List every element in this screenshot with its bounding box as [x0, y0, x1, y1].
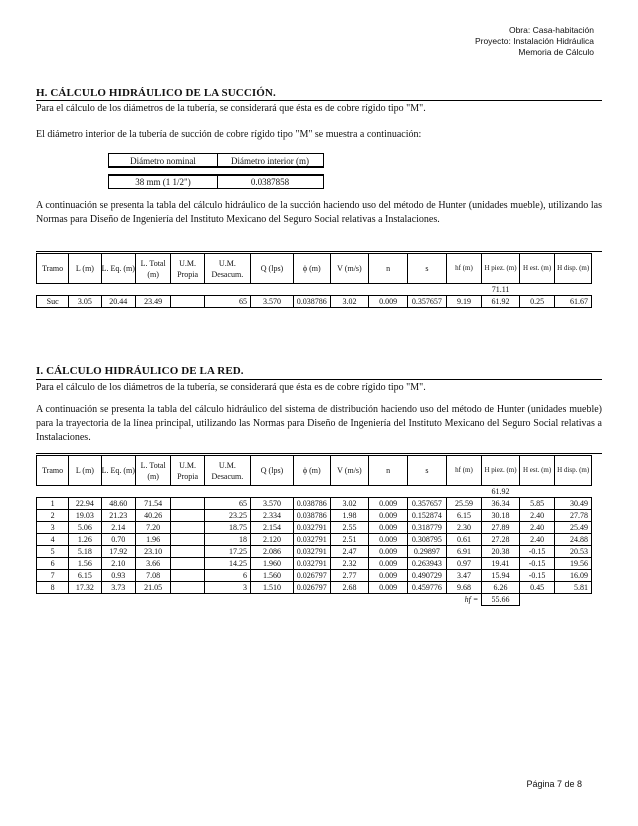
table-cell: 4 [37, 534, 69, 546]
section-i-paragraph-1: Para el cálculo de los diámetros de la tubería, se considerará que ésta es de cobre rígido tipo "M". [36, 382, 426, 393]
table-cell: 61.67 [555, 296, 592, 308]
table-cell: 71.54 [135, 498, 170, 510]
column-header: H est. (m) [519, 254, 554, 284]
table-cell: 5.18 [69, 546, 101, 558]
table-cell: 27.89 [482, 522, 520, 534]
section-i-title: I. CÁLCULO HIDRÁULICO DE LA RED. [36, 365, 244, 377]
table-cell: 6.91 [446, 546, 481, 558]
table-cell [171, 522, 204, 534]
table-cell: 19.56 [555, 558, 592, 570]
initial-piezometric-value: 61.92 [491, 487, 510, 496]
table-cell: 18.75 [204, 522, 250, 534]
column-header: H est. (m) [519, 456, 554, 486]
column-header: H piez. (m) [482, 254, 520, 284]
table-cell: 30.18 [482, 510, 520, 522]
table-cell: -0.15 [519, 558, 554, 570]
table-cell: 5.06 [69, 522, 101, 534]
table-cell: 7.08 [135, 570, 170, 582]
table-cell: 0.032791 [294, 534, 331, 546]
table-cell: 0.263943 [408, 558, 447, 570]
pipe-value-interior: 0.0387858 [217, 174, 324, 189]
table-cell: 2.334 [251, 510, 294, 522]
network-hydraulic-table [36, 455, 592, 606]
table-cell: 0.318779 [408, 522, 447, 534]
table-cell: 0.29897 [408, 546, 447, 558]
table-cell: 0.009 [369, 534, 408, 546]
header-line: Obra: Casa-habitación [508, 25, 594, 35]
pipe-header-interior: Diámetro interior (m) [217, 153, 324, 168]
table-cell: 2.120 [251, 534, 294, 546]
column-header: hf (m) [446, 254, 481, 284]
table-cell: 27.28 [482, 534, 520, 546]
table-cell: 3.02 [330, 296, 369, 308]
table-cell: 6 [37, 558, 69, 570]
table-row [37, 498, 592, 510]
table-cell: 17.32 [69, 582, 101, 594]
column-header: n [369, 254, 408, 284]
table-cell: 21.23 [101, 510, 135, 522]
table-cell: 0.032791 [294, 522, 331, 534]
table-cell: 1.510 [251, 582, 294, 594]
table-cell: 2 [37, 510, 69, 522]
table-cell [171, 582, 204, 594]
table-cell: 2.68 [330, 582, 369, 594]
table-cell: 0.009 [369, 510, 408, 522]
table-cell: 0.009 [369, 522, 408, 534]
table-cell: 22.94 [69, 498, 101, 510]
table-cell: 2.40 [519, 522, 554, 534]
table-cell: 27.78 [555, 510, 592, 522]
column-header: s [408, 254, 447, 284]
table-row [37, 546, 592, 558]
column-header: U.M. Desacum. [204, 456, 250, 486]
table-cell: 3.73 [101, 582, 135, 594]
table-cell: 1.56 [69, 558, 101, 570]
header-line: Proyecto: Instalación Hidráulica [474, 36, 594, 46]
table-cell [171, 510, 204, 522]
column-header: V (m/s) [330, 456, 369, 486]
headloss-sum-value: 55.66 [482, 594, 520, 606]
table-cell: 3 [204, 582, 250, 594]
table-cell: 0.459776 [408, 582, 447, 594]
table-cell: 15.94 [482, 570, 520, 582]
column-header: Tramo [37, 456, 69, 486]
table-cell: 1.26 [69, 534, 101, 546]
table-cell: 30.49 [555, 498, 592, 510]
table-cell: 0.038786 [294, 296, 331, 308]
table-cell: 3.05 [69, 296, 101, 308]
table-cell: 0.357657 [408, 296, 447, 308]
table-cell: 2.55 [330, 522, 369, 534]
table-row [37, 570, 592, 582]
table-cell: 0.45 [519, 582, 554, 594]
table-cell: 5.81 [555, 582, 592, 594]
table-cell: 25.49 [555, 522, 592, 534]
section-h-paragraph-2: El diámetro interior de la tubería de succión de cobre rígido tipo "M" se muestra a continuación: [36, 129, 422, 140]
suction-hydraulic-table [36, 253, 592, 308]
table-cell: 0.009 [369, 296, 408, 308]
column-header: L. Total (m) [135, 456, 170, 486]
table-cell: 14.25 [204, 558, 250, 570]
table-cell: 6.26 [482, 582, 520, 594]
table-cell: 21.05 [135, 582, 170, 594]
table-row [37, 296, 592, 308]
column-header: Q (lps) [251, 456, 294, 486]
table-cell: 48.60 [101, 498, 135, 510]
header-line: Memoria de Cálculo [518, 47, 594, 57]
table-cell: 2.14 [101, 522, 135, 534]
table-cell: 0.009 [369, 582, 408, 594]
table-cell: 2.40 [519, 534, 554, 546]
table-cell: 19.41 [482, 558, 520, 570]
table-cell: 20.53 [555, 546, 592, 558]
column-header: L. Eq. (m) [101, 254, 135, 284]
table-cell: 17.92 [101, 546, 135, 558]
table-cell: 23.49 [135, 296, 170, 308]
table-cell: 2.40 [519, 510, 554, 522]
column-header: V (m/s) [330, 254, 369, 284]
table-cell: 3.02 [330, 498, 369, 510]
table-cell: 8 [37, 582, 69, 594]
table-cell: 3.47 [446, 570, 481, 582]
document-header [475, 25, 594, 58]
table-row [37, 582, 592, 594]
table-cell: 0.490729 [408, 570, 447, 582]
table-cell: 6.15 [69, 570, 101, 582]
table-cell: 3 [37, 522, 69, 534]
table-cell: 2.30 [446, 522, 481, 534]
table-cell: 20.38 [482, 546, 520, 558]
column-header: U.M. Propia [171, 254, 204, 284]
column-header: Tramo [37, 254, 69, 284]
column-header: L (m) [69, 254, 101, 284]
section-h-paragraph-3: A continuación se presenta la tabla del cálculo hidráulico de la succión haciendo uso del método de Hunter (unidades mueble), utilizando las Normas para Diseño de Ingeniería del Instituto Mexicano del Seguro Social relativas a Instalaciones. [36, 200, 602, 225]
table-row [37, 510, 592, 522]
table-cell: 2.77 [330, 570, 369, 582]
table-cell: 24.88 [555, 534, 592, 546]
initial-piezometric-value: 71.11 [491, 285, 510, 294]
table-i-top-rule [36, 453, 602, 454]
column-header: ϕ (m) [294, 456, 331, 486]
table-cell: 1.98 [330, 510, 369, 522]
page-number: Página 7 de 8 [526, 779, 582, 789]
table-cell: 0.61 [446, 534, 481, 546]
column-header: L (m) [69, 456, 101, 486]
table-cell: 16.09 [555, 570, 592, 582]
table-cell: 17.25 [204, 546, 250, 558]
table-cell: 5 [37, 546, 69, 558]
table-cell: 40.26 [135, 510, 170, 522]
table-cell [171, 534, 204, 546]
section-i-paragraph-2: A continuación se presenta la tabla del cálculo hidráulico del sistema de distribución haciendo uso del método de Hunter (unidades mueble) para la trayectoria de la línea principal, utilizando las Normas para Diseño de Ingeniería del Instituto Mexicano del Seguro Social relativas a Instalaciones. [36, 404, 602, 443]
column-header: Q (lps) [251, 254, 294, 284]
table-cell: 6.15 [446, 510, 481, 522]
column-header: H piez. (m) [482, 456, 520, 486]
table-cell: 6 [204, 570, 250, 582]
table-cell: 0.152874 [408, 510, 447, 522]
table-row [37, 522, 592, 534]
table-cell: -0.15 [519, 546, 554, 558]
table-row [37, 558, 592, 570]
table-cell: 20.44 [101, 296, 135, 308]
table-cell: 1 [37, 498, 69, 510]
section-i-rule [36, 379, 602, 380]
headloss-sum-label: hf = [464, 595, 479, 605]
table-row [37, 534, 592, 546]
table-cell: 5.85 [519, 498, 554, 510]
table-cell: 19.03 [69, 510, 101, 522]
table-cell: 0.70 [101, 534, 135, 546]
table-cell [171, 498, 204, 510]
table-cell: 7 [37, 570, 69, 582]
table-cell: -0.15 [519, 570, 554, 582]
column-header: n [369, 456, 408, 486]
column-header: hf (m) [446, 456, 481, 486]
table-cell: 0.25 [519, 296, 554, 308]
table-cell: 65 [204, 498, 250, 510]
table-cell: 3.570 [251, 296, 294, 308]
table-cell [171, 546, 204, 558]
pipe-header-nominal: Diámetro nominal [108, 153, 218, 168]
table-cell: 2.47 [330, 546, 369, 558]
table-cell: 2.086 [251, 546, 294, 558]
table-cell: 0.009 [369, 498, 408, 510]
table-cell: 65 [204, 296, 250, 308]
column-header: H disp. (m) [555, 254, 592, 284]
table-cell: 2.51 [330, 534, 369, 546]
table-cell: 0.038786 [294, 510, 331, 522]
table-cell [171, 570, 204, 582]
table-cell: 0.009 [369, 546, 408, 558]
table-cell: 18 [204, 534, 250, 546]
table-cell: 2.154 [251, 522, 294, 534]
table-cell [171, 296, 204, 308]
table-cell: 36.34 [482, 498, 520, 510]
table-cell: 9.19 [446, 296, 481, 308]
column-header: U.M. Propia [171, 456, 204, 486]
table-cell: 1.960 [251, 558, 294, 570]
column-header: L. Eq. (m) [101, 456, 135, 486]
table-cell: 2.32 [330, 558, 369, 570]
column-header: s [408, 456, 447, 486]
table-cell: 0.038786 [294, 498, 331, 510]
table-cell: 9.68 [446, 582, 481, 594]
table-cell: Suc [37, 296, 69, 308]
table-cell: 3.66 [135, 558, 170, 570]
section-h-title: H. CÁLCULO HIDRÁULICO DE LA SUCCIÓN. [36, 87, 276, 99]
table-h-top-rule [36, 251, 602, 252]
table-cell: 0.009 [369, 570, 408, 582]
table-cell: 0.009 [369, 558, 408, 570]
pipe-value-nominal: 38 mm (1 1/2") [108, 174, 218, 189]
table-cell: 61.92 [482, 296, 520, 308]
table-cell: 23.10 [135, 546, 170, 558]
column-header: H disp. (m) [555, 456, 592, 486]
table-cell: 3.570 [251, 498, 294, 510]
section-h-rule [36, 100, 602, 101]
table-cell: 0.026797 [294, 570, 331, 582]
table-cell: 25.59 [446, 498, 481, 510]
column-header: L. Total (m) [135, 254, 170, 284]
table-cell: 1.560 [251, 570, 294, 582]
table-cell: 23.25 [204, 510, 250, 522]
table-cell: 0.308795 [408, 534, 447, 546]
table-cell: 0.97 [446, 558, 481, 570]
table-cell: 7.20 [135, 522, 170, 534]
column-header: ϕ (m) [294, 254, 331, 284]
table-cell: 0.93 [101, 570, 135, 582]
table-cell [171, 558, 204, 570]
table-cell: 1.96 [135, 534, 170, 546]
table-cell: 0.032791 [294, 546, 331, 558]
section-h-paragraph-1: Para el cálculo de los diámetros de la tubería, se considerará que ésta es de cobre rígido tipo "M". [36, 103, 426, 114]
table-cell: 0.357657 [408, 498, 447, 510]
table-cell: 0.026797 [294, 582, 331, 594]
table-cell: 2.10 [101, 558, 135, 570]
column-header: U.M. Desacum. [204, 254, 250, 284]
table-cell: 0.032791 [294, 558, 331, 570]
